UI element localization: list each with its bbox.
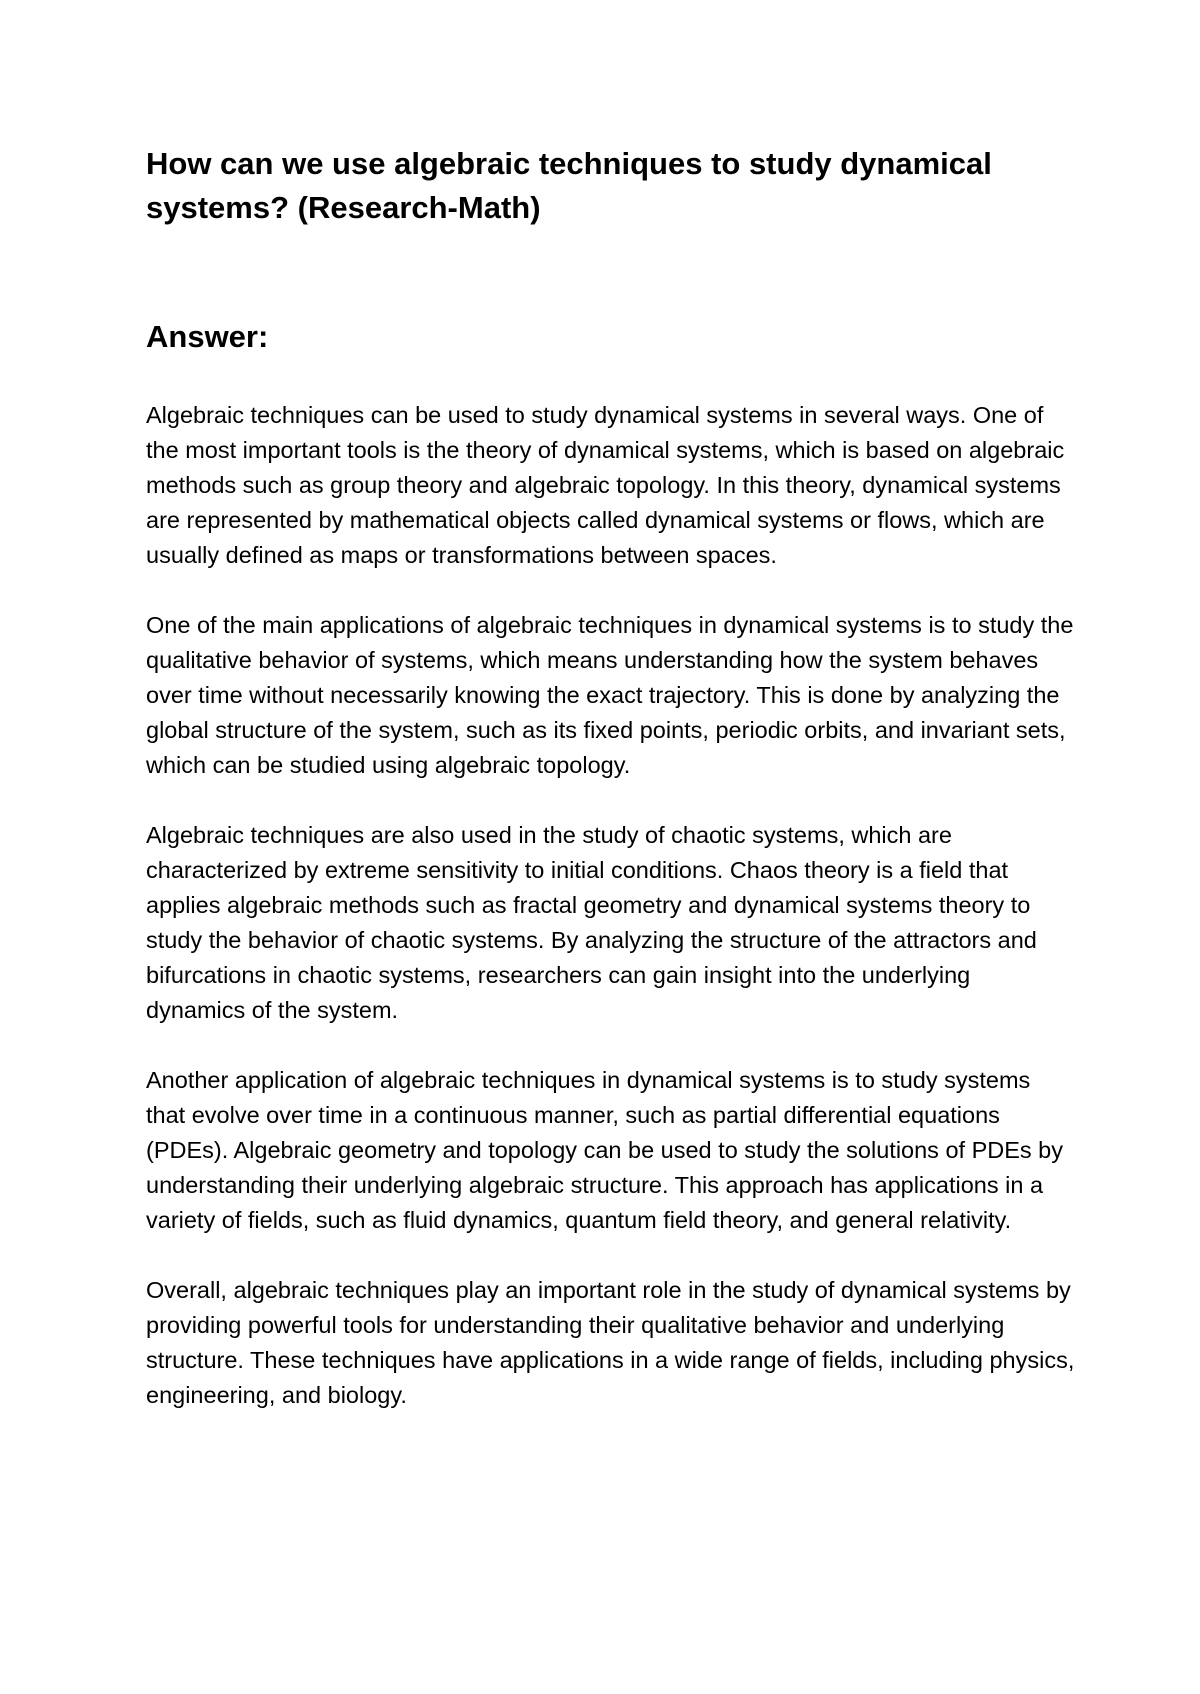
document-content [146,142,1076,1408]
paragraph-1: Algebraic techniques can be used to study dynamical systems in several ways. One of the most important tools is the theory of dynamical systems, which is based on algebraic methods such as group theory and algebraic topology. In this theory, dynamical systems are represented by mathematical objects called dynamical systems or flows, which are usually defined as maps or transformations between spaces. [146,402,1065,568]
paragraph-4: Another application of algebraic techniques in dynamical systems is to study systems that evolve over time in a continuous manner, such as partial differential equations (PDEs). Algebraic geometry and topology can be used to study the solutions of PDEs by understanding their underlying algebraic structure. This approach has applications in a variety of fields, such as fluid dynamics, quantum field theory, and general relativity. [146,1067,1064,1233]
answer-body [146,398,1076,1448]
answer-heading: Answer: [146,319,269,354]
page-title: How can we use algebraic techniques to study dynamical systems? (Research-Math) [146,146,992,225]
paragraph-5: Overall, algebraic techniques play an important role in the study of dynamical systems by providing powerful tools for understanding their qualitative behavior and underlying structure. These techniques have applications in a wide range of fields, including physics, engineering, and biology. [146,1277,1075,1408]
paragraph-3: Algebraic techniques are also used in the study of chaotic systems, which are characterized by extreme sensitivity to initial conditions. Chaos theory is a field that applies algebraic methods such as fractal geometry and dynamical systems theory to study the behavior of chaotic systems. By analyzing the structure of the attractors and bifurcations in chaotic systems, researchers can gain insight into the underlying dynamics of the system. [146,822,1037,1023]
paragraph-2: One of the main applications of algebraic techniques in dynamical systems is to study the qualitative behavior of systems, which means understanding how the system behaves over time without necessarily knowing the exact trajectory. This is done by analyzing the global structure of the system, such as its fixed points, periodic orbits, and invariant sets, which can be studied using algebraic topology. [146,612,1074,778]
